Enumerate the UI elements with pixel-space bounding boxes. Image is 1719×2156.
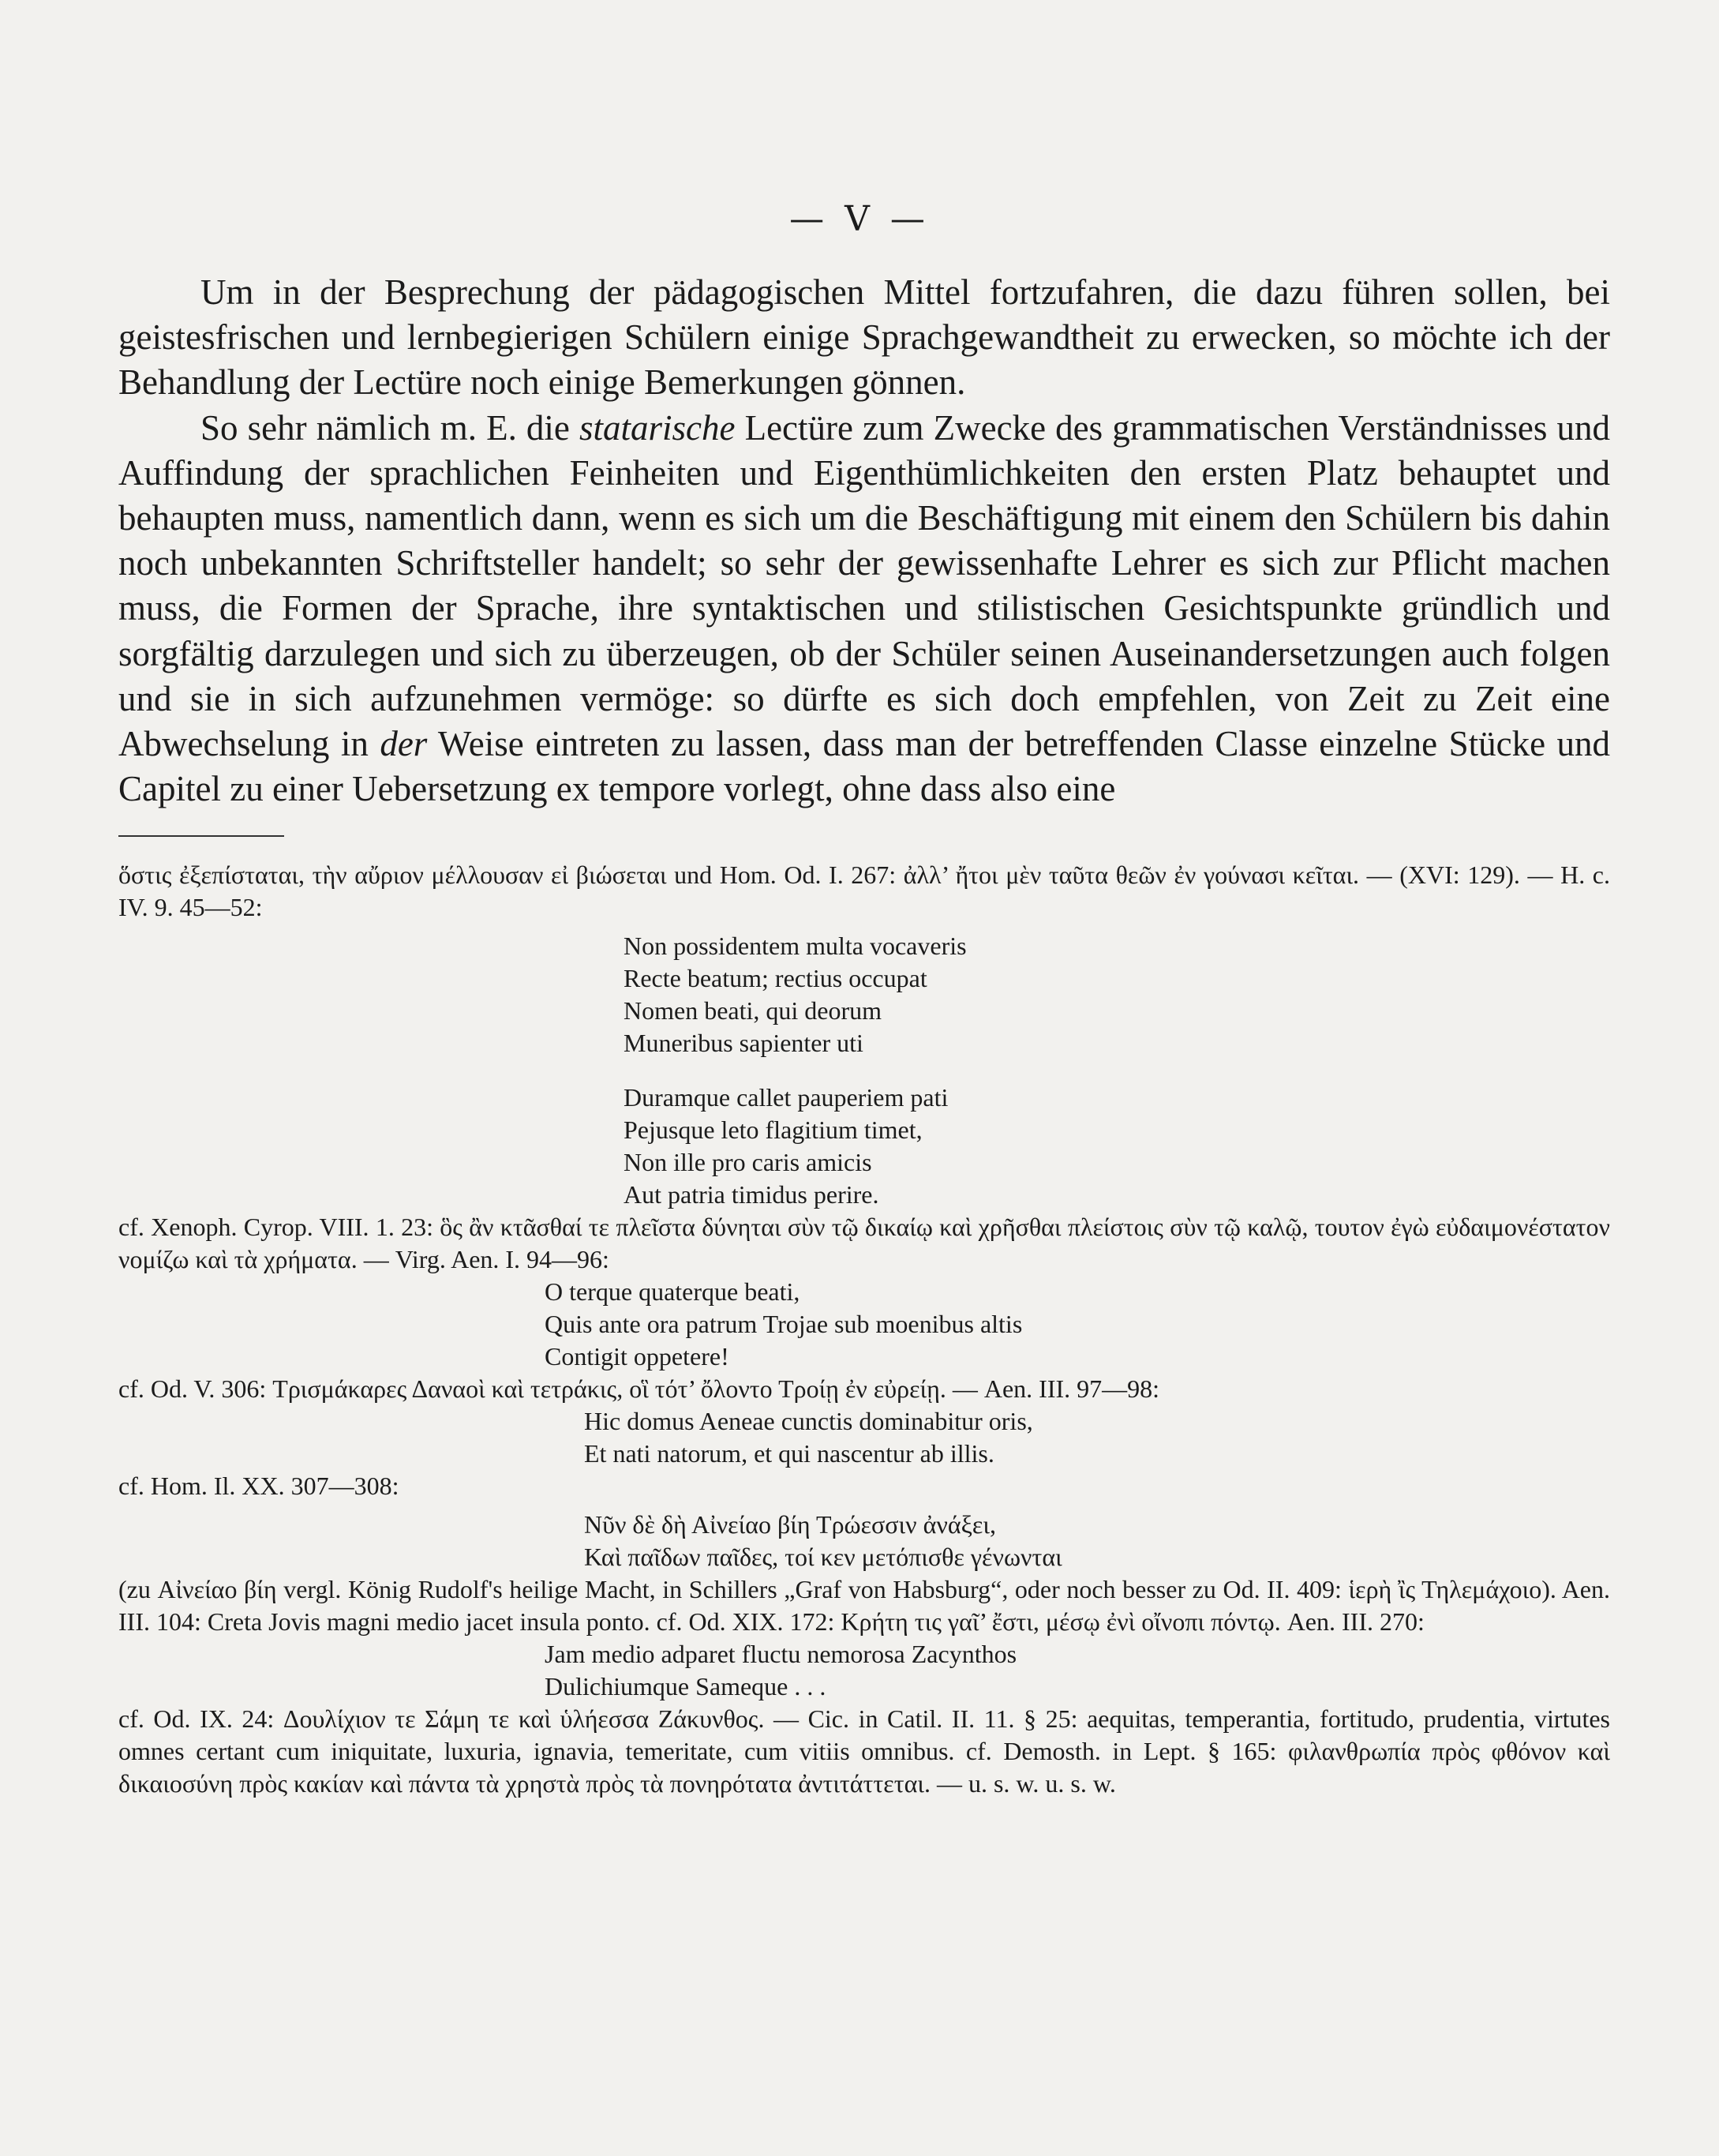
paragraph-2-part-b: Lectüre zum Zwecke des grammatischen Verständnisses und Auffindung der sprachlichen Feinheiten und Eigenthümlichkeiten den ersten Platz behauptet und behaupten muss, namentlich dann, wenn es sich um die Beschäftigung mit einem den Schülern bis dahin noch unbekannten Schriftsteller handelt; so sehr der gewissenhafte Lehrer es sich zur Pflicht machen muss, die Formen der Sprache, ihre syntaktischen und stilistischen Gesichtspunkte gründlich und sorgfältig darzulegen und sich zu überzeugen, ob der Schüler seinen Auseinandersetzungen auch folgen und sie in sich aufzunehmen vermöge: so dürfte es sich doch empfehlen, von Zeit zu Zeit eine Abwechselung in <box>118 407 1610 764</box>
verse-line: Καὶ παῖδων παῖδες, τοί κεν μετόπισθε γένωνται <box>584 1543 1062 1571</box>
verse-homer <box>118 1509 1610 1573</box>
verse-line: Et nati natorum, et qui nascentur ab illis. <box>584 1439 994 1468</box>
verse-line: Duramque callet pauperiem pati <box>624 1083 949 1112</box>
paragraph-2 <box>118 406 1610 812</box>
verse-line: Jam medio adparet fluctu nemorosa Zacynthos <box>545 1640 1017 1668</box>
paragraph-1: Um in der Besprechung der pädagogischen Mittel fortzufahren, die dazu führen sollen, bei geistesfrischen und lernbegierigen Schülern einige Sprachgewandtheit zu erwecken, so möchte ich der Behandlung der Lectüre noch einige Bemerkungen gönnen. <box>118 272 1610 403</box>
verse-virgil-2 <box>118 1405 1610 1470</box>
footnote-text-1: ὅστις ἐξεπίσταται, τὴν αὔριον μέλλουσαν εἰ βιώσεται und Hom. Od. I. 267: ἀλλ’ ἤτοι μὲν ταῦτα θεῶν ἐν γούνασι κεῖται. — (XVI: 129). — H. c. IV. 9. 45—52: <box>118 861 1610 921</box>
footnote-text-2: cf. Xenoph. Cyrop. VIII. 1. 23: ὃς ἂν κτᾶσθαί τε πλεῖστα δύνηται σὺν τῷ δικαίῳ καὶ χρῆσθαι πλείστοις σὺν τῷ καλῷ, τουτον ἐγὼ εὐδαιμονέστατον νομίζω καὶ τὰ χρήματα. — Virg. Aen. I. 94—96: <box>118 1213 1610 1273</box>
verse-virgil-1 <box>118 1276 1610 1373</box>
verse-line: Contigit oppetere! <box>545 1342 729 1370</box>
verse-line: Nomen beati, qui deorum <box>624 996 882 1025</box>
verse-line: Recte beatum; rectius occupat <box>624 964 927 992</box>
verse-line: O terque quaterque beati, <box>545 1277 800 1306</box>
footnote-rule <box>118 835 284 837</box>
verse-line: Muneribus sapienter uti <box>624 1029 863 1057</box>
verse-line: Non possidentem multa vocaveris <box>624 932 967 960</box>
emphasis-statarische: statarische <box>579 407 736 448</box>
footnote-text-5: (zu Αἰνείαο βίη vergl. König Rudolf's heilige Macht, in Schillers „Graf von Habsburg“, oder noch besser zu Od. II. 409: ἱερὴ ἲς Τηλεμάχοιο). Aen. III. 104: Creta Jovis magni medio jacet insula ponto. cf. Od. XIX. 172: Κρήτη τις γαῖ’ ἔστι, μέσῳ ἐνὶ οἴνοπι πόντῳ. Aen. III. 270: <box>118 1575 1610 1636</box>
footnote-text-4: cf. Hom. Il. XX. 307—308: <box>118 1472 399 1500</box>
verse-line: Pejusque leto flagitium timet, <box>624 1115 923 1144</box>
footnotes <box>118 859 1610 1800</box>
paragraph-2-part-a: So sehr nämlich m. E. die <box>200 407 579 448</box>
verse-line: Quis ante ora patrum Trojae sub moenibus altis <box>545 1310 1023 1338</box>
verse-line: Non ille pro caris amicis <box>624 1148 872 1176</box>
main-text <box>118 270 1610 812</box>
verse-line: Dulichiumque Sameque . . . <box>545 1672 826 1700</box>
paragraph-2-part-c: Weise eintreten zu lassen, dass man der betreffenden Classe einzelne Stücke und Capitel zu einer Uebersetzung ex tempore vorlegt, ohne dass also eine <box>118 724 1610 809</box>
footnote-text-6: cf. Od. IX. 24: Δουλίχιον τε Σάμη τε καὶ ὑλήεσσα Ζάκυνθος. — Cic. in Catil. II. 11. § 25: aequitas, temperantia, fortitudo, prudentia, virtutes omnes certant cum iniquitate, luxuria, ignavia, temeritate, cum vitiis omnibus. cf. Demosth. in Lept. § 165: φιλανθρωπία πρὸς φθόνον καὶ δικαιοσύνη πρὸς κακίαν καὶ πάντα τὰ χρηστὰ πρὸς τὰ πονηρότατα ἀντιτάττεται. — u. s. w. u. s. w. <box>118 1704 1610 1798</box>
verse-horace-2 <box>118 1082 1610 1211</box>
emphasis-der: der <box>380 724 428 764</box>
page-number-header: — V — <box>789 199 930 239</box>
verse-horace-1 <box>118 930 1610 1059</box>
verse-line: Hic domus Aeneae cunctis dominabitur oris, <box>584 1407 1033 1435</box>
footnote-text-3: cf. Od. V. 306: Τρισμάκαρες Δαναοὶ καὶ τετράκις, οἳ τότ’ ὄλοντο Τροίῃ ἐν εὐρείῃ. — Aen. III. 97—98: <box>118 1374 1160 1403</box>
verse-line: Νῦν δὲ δὴ Αἰνείαο βίη Τρώεσσιν ἀνάξει, <box>584 1510 996 1539</box>
verse-virgil-3 <box>118 1638 1610 1703</box>
verse-line: Aut patria timidus perire. <box>624 1180 879 1209</box>
